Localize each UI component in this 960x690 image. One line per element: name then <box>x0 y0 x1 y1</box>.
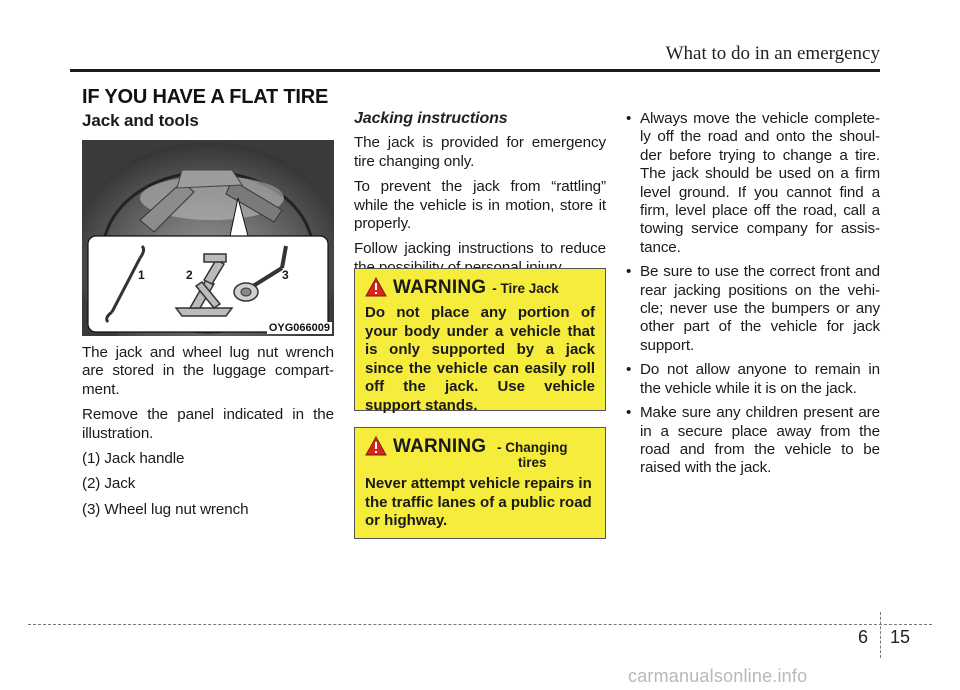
warning-triangle-icon <box>365 277 387 297</box>
footer-divider <box>28 624 932 625</box>
tool-item-jack-handle: (1) Jack handle <box>82 450 185 468</box>
warning-word: WARNING <box>393 436 487 457</box>
jacking-instructions-heading: Jacking instructions <box>354 110 508 127</box>
page-number: 15 <box>890 627 911 647</box>
header-rule <box>70 69 880 72</box>
warning-subtitle: - Changing tires <box>496 440 568 470</box>
warning-triangle-icon <box>365 436 387 456</box>
footer-vertical-divider <box>880 612 881 658</box>
chapter-number: 6 <box>858 627 869 647</box>
chapter-header-title: What to do in an emergency <box>665 43 880 64</box>
warning-header <box>365 277 595 299</box>
jack-emergency-paragraph: The jack is provided for emergency tire changing only. <box>354 134 606 170</box>
warning-word: WARNING <box>393 277 487 298</box>
callout-1: 1 <box>138 268 145 282</box>
bullet-item: • Always move the vehicle complete-ly off the road and onto the shoul-der before trying to change a tire. The jack should be used on a firm level ground. If you cannot find a firm, level place off the road, call a towing service company for assis-tance. <box>626 110 880 257</box>
warning-subtitle: - Tire Jack <box>492 281 559 296</box>
callout-2: 2 <box>186 268 193 282</box>
warning-body: Do not place any portion of your body under a vehicle that is only supported by a jack since the vehicle can easily roll off the jack. Use vehicle support stands. <box>365 304 595 414</box>
trunk-photo-icon <box>82 140 334 336</box>
bullet-item: • Make sure any children present are in a secure place away from the road and from the vehicle to be raised with the jack. <box>626 404 880 478</box>
column-jacking-instructions <box>354 110 606 284</box>
tool-item-wrench: (3) Wheel lug nut wrench <box>82 500 249 518</box>
warning-box-changing-tires <box>354 427 606 539</box>
storage-paragraph: The jack and wheel lug nut wrench are stored in the luggage compart-ment. <box>82 344 334 398</box>
warning-header <box>365 436 595 470</box>
warning-box-tire-jack <box>354 268 606 414</box>
jack-and-tools-text <box>82 344 334 526</box>
bullet-item: • Do not allow anyone to remain in the vehicle while it is on the jack. <box>626 361 880 398</box>
callout-3: 3 <box>282 268 289 282</box>
warning-body: Never attempt vehicle repairs in the traffic lanes of a public road or highway. <box>365 475 592 530</box>
tool-item-jack: (2) Jack <box>82 475 136 493</box>
watermark: carmanualsonline.info <box>628 666 808 686</box>
follow-instructions-paragraph: Follow jacking instructions to reduce <box>354 240 606 258</box>
figure-code: OYG066009 <box>268 322 330 334</box>
column-safety-bullets <box>626 110 880 484</box>
column-jack-and-tools <box>82 112 334 140</box>
section-title: IF YOU HAVE A FLAT TIRE <box>82 86 329 108</box>
bullet-item: • Be sure to use the correct front and rear jacking positions on the vehi-cle; never use the bumpers or any other part of the vehicle for jack support. <box>626 263 880 355</box>
rattling-paragraph: To prevent the jack from “rattling” while the vehicle is in motion, store it properly. <box>354 178 606 233</box>
jack-tools-illustration <box>82 140 334 336</box>
remove-panel-paragraph: Remove the panel indicated in the illustration. <box>82 406 334 442</box>
jack-and-tools-heading: Jack and tools <box>82 111 199 130</box>
